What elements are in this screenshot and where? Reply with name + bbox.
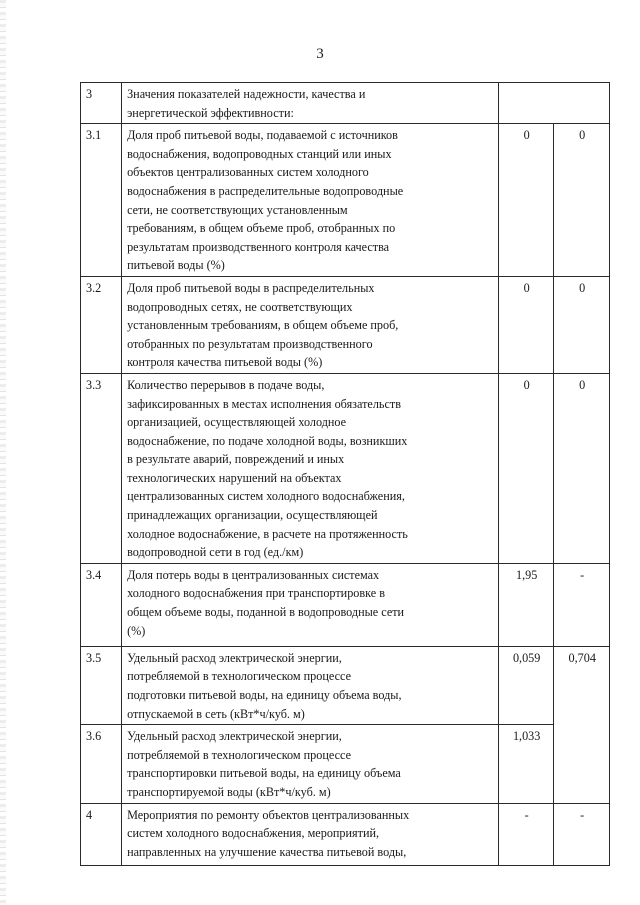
row-description [122, 646, 499, 724]
row-value-2: - [554, 803, 610, 865]
row-value-2: 0 [554, 124, 610, 277]
row-description [122, 725, 499, 803]
row-description-text: Мероприятия по ремонту объектов централизованных систем холодного водоснабжения, мероприятий, направленных на улучшение качества питьевой воды, [127, 807, 410, 859]
row-description-text: Доля проб питьевой воды в распределительных водопроводных сетях, не соответствующих установленным требованиям, в общем объеме проб, отобранных по результатам производственного контроля качества питьевой воды (%) [127, 280, 399, 370]
row-description [122, 124, 499, 277]
table-row [81, 725, 610, 803]
row-value-1: 1,95 [498, 563, 554, 646]
row-value-1: 0,059 [498, 646, 554, 724]
row-value-2: - [554, 563, 610, 646]
row-description [122, 83, 499, 124]
row-value-1: 0 [498, 373, 554, 563]
table-row [81, 803, 610, 865]
row-number: 3.4 [81, 563, 122, 646]
row-description [122, 276, 499, 373]
row-number: 3.1 [81, 124, 122, 277]
row-number: 3.2 [81, 276, 122, 373]
table-row [81, 276, 610, 373]
row-number: 4 [81, 803, 122, 865]
row-number: 3 [81, 83, 122, 124]
row-value-2: 0 [554, 276, 610, 373]
row-description-text: Удельный расход электрической энергии, потребляемой в технологическом процессе подготовки питьевой воды, на единицу объема воды, отпускаемой в сеть (кВт*ч/куб. м) [127, 650, 402, 721]
row-number: 3.6 [81, 725, 122, 803]
row-value-1: 1,033 [498, 725, 554, 803]
row-description-text: Количество перерывов в подаче воды, зафиксированных в местах исполнения обязательств организацией, осуществляющей холодное водоснабжение, по подаче холодной воды, возникших в результате аварий, повреждений и иных технологических нарушений на объектах централизованных систем холодного водоснабжения, принадлежащих организации, осуществляющей холодное водоснабжение, в расчете на протяженность водопроводной сети в год (ед./км) [127, 377, 408, 560]
scan-edge-artifact [0, 0, 6, 905]
table-row [81, 563, 610, 646]
row-description-text: Удельный расход электрической энергии, потребляемой в технологическом процессе транспортировки питьевой воды, на единицу объема транспортируемой воды (кВт*ч/куб. м) [127, 729, 401, 799]
table-row [81, 83, 610, 124]
page-number: 3 [316, 46, 324, 62]
table-row [81, 646, 610, 724]
row-description-text: Доля потерь воды в централизованных системах холодного водоснабжения при транспортировке в общем объеме воды, поданной в водопроводные сети (%) [127, 567, 405, 638]
row-value-empty [498, 83, 609, 124]
row-value-1: - [498, 803, 554, 865]
row-description [122, 803, 499, 865]
row-value-1: 0 [498, 276, 554, 373]
table-row [81, 373, 610, 563]
row-description-text: Доля проб питьевой воды, подаваемой с источников водоснабжения, водопроводных станций или иных объектов централизованных систем холодного водоснабжения в распределительные водопроводные сети, не соответствующих установленным требованиям, в общем объеме проб, отобранных по результатам производственного контроля качества питьевой воды (%) [127, 128, 404, 273]
indicators-table [80, 82, 610, 866]
row-description [122, 373, 499, 563]
row-number: 3.3 [81, 373, 122, 563]
row-value-1: 0 [498, 124, 554, 277]
row-value-2: 0 [554, 373, 610, 563]
row-value-2-merged: 0,704 [554, 646, 610, 803]
table-row [81, 124, 610, 277]
row-description-text: Значения показателей надежности, качества и энергетической эффективности: [127, 87, 366, 120]
row-number: 3.5 [81, 646, 122, 724]
row-description [122, 563, 499, 646]
